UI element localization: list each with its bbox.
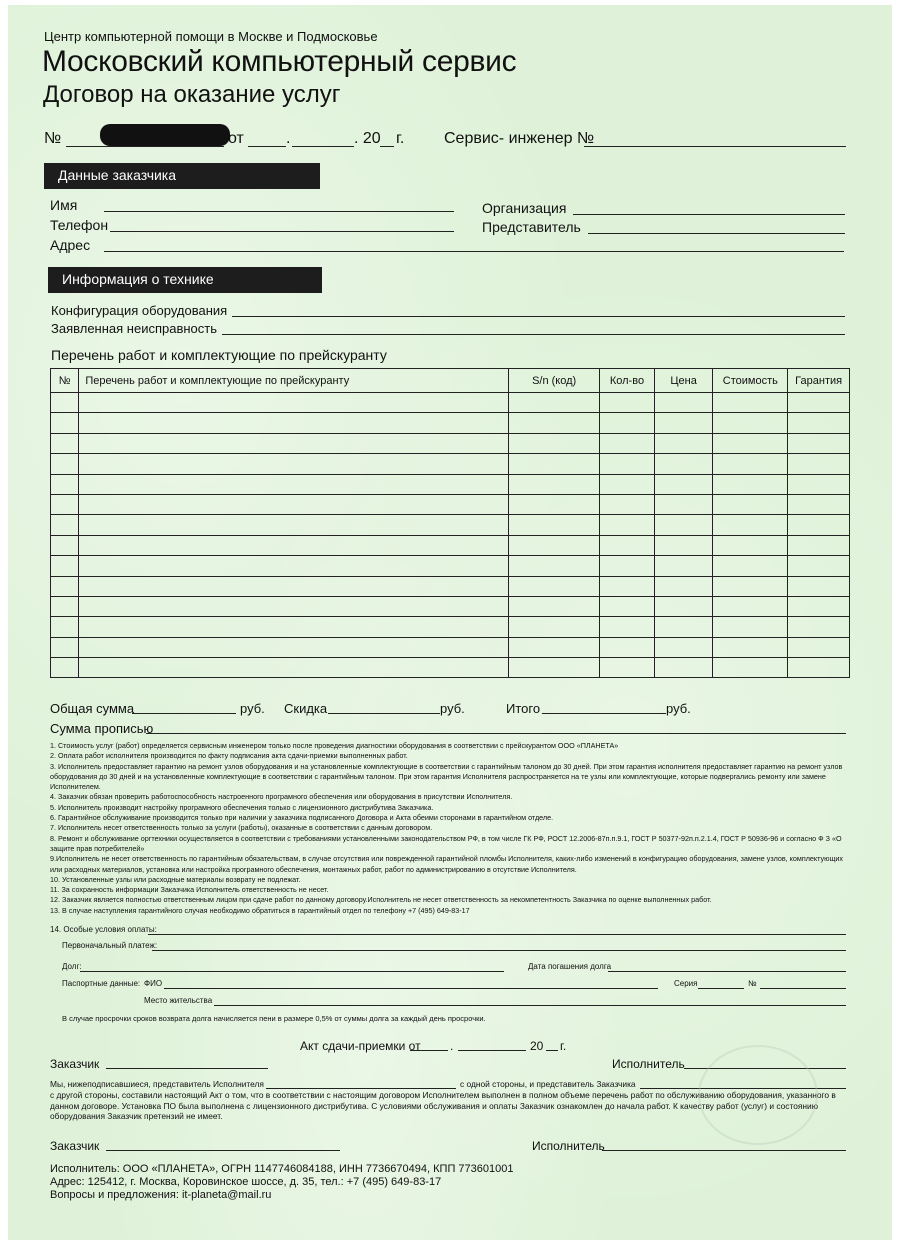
table-cell[interactable] — [509, 556, 600, 576]
act-text: с другой стороны, составили настоящий Акт о том, что в соответствии с настоящим договором Исполнителем выполнен в полном объеме перечень работ по обслуживанию оборудования, указанного в данном договоре. Установка ПО была выполнена с лицензионного дистрибутива. С условиями обслуживания и оплаты Заказчик ознакомлен до начала работ. К качеству работ (услуг) и состоянию оборудования Заказчик претензий не имеет. — [50, 1090, 836, 1122]
debt-date-field[interactable] — [608, 971, 846, 972]
table-cell[interactable] — [713, 556, 788, 576]
act-customer-sign-2[interactable] — [106, 1150, 340, 1151]
table-row — [51, 474, 850, 494]
sum-label: Общая сумма — [50, 701, 135, 716]
table-cell[interactable] — [79, 556, 509, 576]
act-customer-sign[interactable] — [106, 1068, 268, 1069]
series-label: Серия — [674, 979, 698, 988]
table-cell[interactable] — [600, 576, 655, 596]
passport-label: Паспортные данные: — [62, 979, 141, 988]
series-field[interactable] — [698, 988, 744, 989]
contract-year-suffix: г. — [396, 130, 405, 147]
col-number: № — [51, 369, 79, 393]
debt-field[interactable] — [80, 971, 504, 972]
residence-field[interactable] — [214, 1005, 846, 1006]
passport-number-field[interactable] — [760, 988, 846, 989]
table-cell[interactable] — [79, 515, 509, 535]
table-cell[interactable] — [600, 596, 655, 616]
table-row — [51, 658, 850, 678]
table-cell[interactable] — [51, 494, 79, 514]
act-customer-label-2: Заказчик — [50, 1139, 100, 1153]
table-cell[interactable] — [509, 576, 600, 596]
name-field[interactable] — [104, 211, 454, 212]
contract-no-label: № — [44, 130, 62, 147]
table-cell[interactable] — [713, 515, 788, 535]
table-cell[interactable] — [509, 474, 600, 494]
col-warranty: Гарантия — [788, 369, 850, 393]
act-day-field[interactable] — [410, 1050, 448, 1051]
contract-page — [8, 5, 892, 1240]
table-cell[interactable] — [51, 393, 79, 413]
table-cell[interactable] — [51, 637, 79, 657]
table-cell[interactable] — [51, 474, 79, 494]
address-label: Адрес — [50, 237, 91, 253]
fio-label: ФИО — [144, 979, 163, 988]
engineer-label: Сервис- инженер № — [444, 130, 595, 147]
table-cell[interactable] — [788, 576, 850, 596]
total-label: Итого — [506, 701, 541, 716]
act-executor-rep-field[interactable] — [266, 1088, 456, 1089]
table-cell[interactable] — [79, 596, 509, 616]
col-serial: S/n (код) — [509, 369, 600, 393]
table-cell[interactable] — [51, 617, 79, 637]
table-cell[interactable] — [788, 433, 850, 453]
table-header-row — [51, 369, 850, 393]
table-cell[interactable] — [654, 576, 713, 596]
table-cell[interactable] — [654, 393, 713, 413]
engineer-field[interactable] — [584, 146, 846, 147]
term-item: 10. Установленные узлы или расходные материалы возврату не подлежат. — [50, 874, 301, 884]
act-date-dot: . — [450, 1039, 454, 1053]
act-executor-label: Исполнитель — [612, 1057, 685, 1071]
table-cell[interactable] — [788, 535, 850, 555]
table-cell[interactable] — [509, 494, 600, 514]
table-cell[interactable] — [788, 515, 850, 535]
name-label: Имя — [50, 197, 78, 213]
table-row — [51, 576, 850, 596]
table-row — [51, 433, 850, 453]
act-text-part2: с одной стороны, и представитель Заказчика — [460, 1079, 636, 1089]
address-field[interactable] — [104, 251, 844, 252]
first-payment-label: Первоначальный платеж: — [62, 941, 158, 950]
discount-currency: руб. — [440, 701, 465, 716]
term-item: 2. Оплата работ исполнителя производится по факту подписания акта сдачи-приемки выполненных работ. — [50, 751, 408, 761]
term-item: 7. Исполнитель несет ответственность только за услуги (работы), оказанные в соответствии с данным договором. — [50, 823, 433, 833]
table-cell[interactable] — [788, 413, 850, 433]
term-item: 4. Заказчик обязан проверить работоспособность настроенного програмного обеспечения или оборудования в присутствии Исполнителя. — [50, 792, 513, 802]
table-cell[interactable] — [713, 576, 788, 596]
table-cell[interactable] — [654, 474, 713, 494]
representative-field[interactable] — [588, 233, 845, 234]
residence-label: Место жительства — [144, 996, 213, 1005]
footer-line-2: Адрес: 125412, г. Москва, Коровинское шоссе, д. 35, тел.: +7 (495) 649-83-17 — [50, 1176, 442, 1188]
act-year-field[interactable] — [546, 1050, 558, 1051]
table-cell[interactable] — [713, 454, 788, 474]
table-cell[interactable] — [788, 454, 850, 474]
table-cell[interactable] — [79, 576, 509, 596]
table-cell[interactable] — [509, 596, 600, 616]
table-cell[interactable] — [600, 393, 655, 413]
table-cell[interactable] — [654, 454, 713, 474]
table-row — [51, 556, 850, 576]
contract-year-label: . 20 — [354, 130, 381, 147]
act-text-part1: Мы, нижеподписавшиеся, представитель Исполнителя — [50, 1079, 264, 1089]
table-cell[interactable] — [509, 454, 600, 474]
contract-day-field[interactable] — [248, 146, 286, 147]
discount-label: Скидка — [284, 701, 328, 716]
contract-no-field[interactable] — [66, 146, 224, 147]
table-cell[interactable] — [713, 494, 788, 514]
sum-currency: руб. — [240, 701, 265, 716]
table-cell[interactable] — [509, 515, 600, 535]
table-cell[interactable] — [788, 494, 850, 514]
col-qty: Кол-во — [600, 369, 655, 393]
table-cell[interactable] — [51, 454, 79, 474]
table-cell[interactable] — [713, 433, 788, 453]
table-cell[interactable] — [51, 413, 79, 433]
table-cell[interactable] — [509, 637, 600, 657]
table-cell[interactable] — [788, 637, 850, 657]
sum-words-label: Сумма прописью — [50, 721, 154, 736]
table-row — [51, 535, 850, 555]
term-item: 12. Заказчик является полностью ответственным лицом при сдаче работ по данному договору.Исполнитель не несет ответственность за некомпетентность Заказчика по оценке выполненных работ. — [50, 895, 712, 905]
act-year-label: 20 — [530, 1039, 544, 1053]
table-cell[interactable] — [509, 658, 600, 678]
fio-field[interactable] — [164, 988, 658, 989]
faded-stamp — [698, 1045, 818, 1145]
table-cell[interactable] — [79, 393, 509, 413]
penalty-note: В случае просрочки сроков возврата долга начисляется пени в размере 0,5% от суммы долга за каждый день просрочки. — [62, 1014, 486, 1023]
first-payment-field[interactable] — [152, 950, 846, 951]
col-price: Цена — [654, 369, 713, 393]
table-cell[interactable] — [654, 535, 713, 555]
table-cell[interactable] — [713, 474, 788, 494]
table-cell[interactable] — [654, 556, 713, 576]
table-cell[interactable] — [654, 413, 713, 433]
discount-field[interactable] — [328, 713, 440, 714]
table-cell[interactable] — [51, 576, 79, 596]
table-cell[interactable] — [654, 494, 713, 514]
term-item: 9.Исполнитель не несет ответственность по гарантийным обязательствам, в случае отсутствия или поврежденной гарантийной пломбы Исполнителя, каких-либо изменений в конфигурацию оборудования, замене узлов, комплектующих или расходных материалов, установка или настройка програмного обеспечения, монтажных работ, работ по администрированию в отсутствие Исполнителя. — [50, 854, 844, 874]
table-row — [51, 494, 850, 514]
table-cell[interactable] — [600, 637, 655, 657]
table-row — [51, 515, 850, 535]
table-cell[interactable] — [79, 433, 509, 453]
table-cell[interactable] — [51, 658, 79, 678]
table-cell[interactable] — [654, 617, 713, 637]
phone-field[interactable] — [110, 231, 454, 232]
contract-from-label: от — [228, 130, 244, 147]
page-subtitle: Договор на оказание услуг — [43, 81, 341, 108]
table-cell[interactable] — [509, 433, 600, 453]
table-cell[interactable] — [51, 556, 79, 576]
col-cost: Стоимость — [713, 369, 788, 393]
fault-label: Заявленная неисправность — [51, 321, 217, 336]
table-cell[interactable] — [600, 413, 655, 433]
organization-label: Организация — [482, 200, 567, 216]
act-month-field[interactable] — [458, 1050, 526, 1051]
table-cell[interactable] — [713, 658, 788, 678]
table-cell[interactable] — [79, 637, 509, 657]
page-title: Московский компьютерный сервис — [42, 45, 517, 78]
sum-field[interactable] — [132, 713, 236, 714]
total-currency: руб. — [666, 701, 691, 716]
works-table — [50, 368, 850, 678]
term-item: 8. Ремонт и обслуживание оргтехники осуществляется в соответствии с требованиями установленными законодательством РФ, в том числе ГК РФ, РОСТ 12.2006-87п.п.9.1, ГОСТ Р 50377-92п.п.2.1.4, ГОСТ Р 50936-96 и согласно Ф З «О защите прав потребителей» — [50, 833, 842, 853]
table-cell[interactable] — [600, 617, 655, 637]
table-cell[interactable] — [51, 535, 79, 555]
terms-list — [50, 741, 850, 916]
organization-field[interactable] — [573, 214, 845, 215]
special-conditions-field[interactable] — [148, 934, 846, 935]
table-cell[interactable] — [51, 515, 79, 535]
table-row — [51, 393, 850, 413]
table-cell[interactable] — [654, 637, 713, 657]
table-cell[interactable] — [713, 535, 788, 555]
table-cell[interactable] — [713, 637, 788, 657]
col-works: Перечень работ и комплектующие по прейскуранту — [79, 369, 509, 393]
table-cell[interactable] — [713, 596, 788, 616]
fault-field[interactable] — [222, 334, 845, 335]
contract-year-field[interactable] — [380, 146, 394, 147]
table-cell[interactable] — [51, 433, 79, 453]
footer-line-1: Исполнитель: ООО «ПЛАНЕТА», ОГРН 1147746084188, ИНН 7736670494, КПП 773601001 — [50, 1163, 514, 1175]
debt-label: Долг: — [62, 962, 82, 971]
table-cell[interactable] — [788, 474, 850, 494]
table-cell[interactable] — [509, 535, 600, 555]
table-cell[interactable] — [600, 556, 655, 576]
table-cell[interactable] — [654, 433, 713, 453]
org-line: Центр компьютерной помощи в Москве и Подмосковье — [44, 29, 378, 44]
table-cell[interactable] — [788, 556, 850, 576]
table-row — [51, 596, 850, 616]
table-row — [51, 617, 850, 637]
table-cell[interactable] — [509, 617, 600, 637]
table-row — [51, 413, 850, 433]
config-label: Конфигурация оборудования — [51, 303, 228, 318]
term-item: 11. За сохранность информации Заказчика Исполнитель ответственность не несет. — [50, 885, 329, 895]
customer-section-title: Данные заказчика — [44, 163, 320, 189]
table-cell[interactable] — [79, 535, 509, 555]
table-cell[interactable] — [600, 515, 655, 535]
table-cell[interactable] — [79, 413, 509, 433]
term-item: 13. В случае наступления гарантийного случая необходимо обратиться в гарантийный отдел по телефону +7 (495) 649-83-17 — [50, 905, 470, 915]
table-cell[interactable] — [713, 413, 788, 433]
term-item: 5. Исполнитель производит настройку програмного обеспечения только с лицензионного дистрибутива Заказчика. — [50, 802, 434, 812]
table-cell[interactable] — [79, 474, 509, 494]
table-cell[interactable] — [600, 535, 655, 555]
table-cell[interactable] — [600, 433, 655, 453]
act-customer-label: Заказчик — [50, 1057, 100, 1071]
term-item: 1. Стоимость услуг (работ) определяется сервисным инженером только после проведения диагностики оборудования в соответствии с прейскурантом ООО «ПЛАНЕТА» — [50, 741, 619, 750]
table-cell[interactable] — [654, 515, 713, 535]
table-cell[interactable] — [654, 596, 713, 616]
table-cell[interactable] — [654, 658, 713, 678]
table-row — [51, 454, 850, 474]
table-cell[interactable] — [79, 454, 509, 474]
act-executor-label-2: Исполнитель — [532, 1139, 605, 1153]
term-item: 3. Исполнитель предоставляет гарантию на ремонт узлов оборудования и на установленные комплектующие в соответствии с гарантийным талоном до 30 дней. При этом гарантия исполнителя предоставляет гарантию на ремонт узлов оборудования до 30 дней и на установленные комплектующие в соответствии с гарантийным талоном. При этом гарантия Исполнителя распространяется на те узлы или комплектующие, которые подвергались ремонту или замене Исполнителем. — [50, 761, 843, 792]
representative-label: Представитель — [482, 219, 581, 235]
table-cell[interactable] — [51, 596, 79, 616]
table-cell[interactable] — [79, 494, 509, 514]
act-year-suffix: г. — [560, 1039, 567, 1053]
sum-words-field[interactable] — [146, 733, 846, 734]
table-cell[interactable] — [509, 393, 600, 413]
table-cell[interactable] — [788, 393, 850, 413]
table-cell[interactable] — [79, 658, 509, 678]
special-conditions-label: 14. Особые условия оплаты: — [50, 925, 157, 934]
table-cell[interactable] — [788, 596, 850, 616]
footer-line-3: Вопросы и предложения: it-planeta@mail.ru — [50, 1189, 272, 1201]
term-item: 6. Гарантийное обслуживание производится только при наличии у заказчика подписанного Договора и Акта обеими сторонами в гарантийном отделе. — [50, 813, 554, 823]
table-cell[interactable] — [79, 617, 509, 637]
works-list-title: Перечень работ и комплектующие по прейскуранту — [51, 347, 387, 363]
date-dot: . — [286, 130, 291, 147]
table-cell[interactable] — [509, 413, 600, 433]
phone-label: Телефон — [50, 217, 109, 233]
contract-month-field[interactable] — [292, 146, 354, 147]
debt-date-label: Дата погашения долга — [528, 962, 612, 971]
table-cell[interactable] — [600, 474, 655, 494]
config-field[interactable] — [232, 316, 845, 317]
act-executor-sign-2[interactable] — [602, 1150, 846, 1151]
table-cell[interactable] — [788, 617, 850, 637]
redacted-number — [100, 124, 230, 146]
total-field[interactable] — [542, 713, 666, 714]
table-cell[interactable] — [713, 393, 788, 413]
table-cell[interactable] — [600, 658, 655, 678]
act-title: Акт сдачи-приемки от — [300, 1039, 421, 1053]
table-cell[interactable] — [788, 658, 850, 678]
table-cell[interactable] — [713, 617, 788, 637]
equipment-section-title: Информация о технике — [48, 267, 322, 293]
passport-number-label: № — [748, 979, 757, 988]
table-row — [51, 637, 850, 657]
table-cell[interactable] — [600, 454, 655, 474]
table-cell[interactable] — [600, 494, 655, 514]
